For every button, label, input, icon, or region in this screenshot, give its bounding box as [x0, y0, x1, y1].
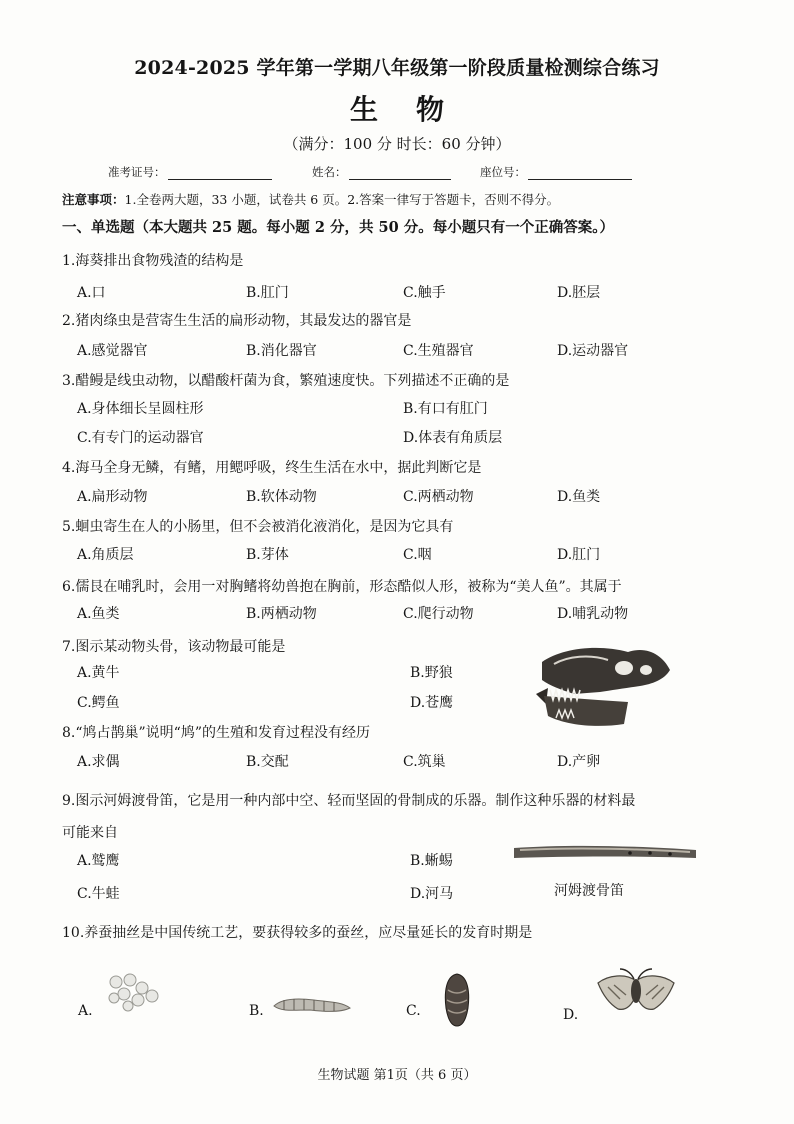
question-1-option-b: B.肛门 [246, 285, 289, 301]
question-6-option-a: A.鱼类 [77, 606, 120, 622]
question-8-option-c: C.筑巢 [403, 754, 446, 770]
question-2-option-d: D.运动器官 [557, 343, 629, 359]
question-5-stem: 5.蛔虫寄生在人的小肠里，但不会被消化液消化，是因为它具有 [62, 519, 454, 535]
question-2-option-a: A.感觉器官 [77, 343, 148, 359]
exam-title: 2024-2025 学年第一学期八年级第一阶段质量检测综合练习 [134, 57, 660, 79]
ticket-number-field [108, 164, 272, 180]
silkworm-image [270, 990, 354, 1016]
question-9-stem: 9.图示河姆渡骨笛，它是用一种内部中空、轻而坚固的骨制成的乐器。制作这种乐器的材料最 [62, 793, 636, 809]
question-7-option-a: A.黄牛 [77, 665, 120, 681]
question-1-option-a: A.口 [77, 285, 106, 301]
question-6-stem: 6.儒艮在哺乳时，会用一对胸鳍将幼兽抱在胸前，形态酷似人形，被称为“美人鱼”。其属于 [62, 579, 622, 595]
question-10-option-c: C. [406, 1003, 421, 1019]
notice-label: 注意事项： [62, 192, 125, 207]
seat-label: 座位号： [480, 165, 526, 179]
question-1-option-d: D.胚层 [557, 285, 601, 301]
question-7-option-c: C.鳄鱼 [77, 695, 120, 711]
question-9-option-c: C.牛蛙 [77, 886, 120, 902]
question-3-stem: 3.醋鳗是线虫动物，以醋酸杆菌为食，繁殖速度快。下列描述不正确的是 [62, 373, 510, 389]
question-10-option-b: B. [249, 1003, 264, 1019]
bone-flute-image [510, 840, 700, 864]
question-9-stem-cont: 可能来自 [62, 825, 118, 841]
skull-image [528, 640, 676, 732]
question-10-option-a: A. [78, 1003, 93, 1019]
question-10-option-d: D. [563, 1007, 579, 1023]
subject-title: 生物 [349, 93, 482, 126]
question-6-option-b: B.两栖动物 [246, 606, 317, 622]
score-info: （满分：100 分 时长：60 分钟） [283, 135, 511, 153]
question-2-option-b: B.消化器官 [246, 343, 317, 359]
question-4-option-c: C.两栖动物 [403, 489, 474, 505]
question-3-option-c: C.有专门的运动器官 [77, 430, 204, 446]
name-blank [349, 167, 451, 180]
question-2-option-c: C.生殖器官 [403, 343, 474, 359]
question-1-stem: 1.海葵排出食物残渣的结构是 [62, 253, 244, 269]
pupa-image [440, 970, 474, 1028]
bone-flute-caption: 河姆渡骨笛 [554, 883, 624, 899]
question-5-option-d: D.肛门 [557, 547, 601, 563]
question-4-option-b: B.软体动物 [246, 489, 317, 505]
question-6-option-c: C.爬行动物 [403, 606, 474, 622]
page-footer: 生物试题 第1页（共 6 页） [317, 1068, 477, 1083]
question-9-option-b: B.蜥蜴 [410, 853, 453, 869]
question-4-option-d: D.鱼类 [557, 489, 601, 505]
question-4-stem: 4.海马全身无鳞，有鳍，用鳃呼吸，终生生活在水中，据此判断它是 [62, 460, 482, 476]
question-8-stem: 8.“鸠占鹊巢”说明“鸠”的生殖和发育过程没有经历 [62, 725, 370, 741]
name-label: 姓名： [312, 165, 347, 179]
question-1-option-c: C.触手 [403, 285, 446, 301]
question-10-stem: 10.养蚕抽丝是中国传统工艺，要获得较多的蚕丝，应尽量延长的发育时期是 [62, 925, 533, 941]
ticket-number-blank [168, 167, 272, 180]
seat-field [480, 164, 632, 180]
ticket-number-label: 准考证号： [108, 165, 166, 179]
question-6-option-d: D.哺乳动物 [557, 606, 629, 622]
silkmoth-image [590, 965, 682, 1021]
question-5-option-b: B.芽体 [246, 547, 289, 563]
question-9-option-d: D.河马 [410, 886, 454, 902]
seat-blank [528, 167, 632, 180]
question-8-option-b: B.交配 [246, 754, 289, 770]
question-2-stem: 2.猪肉绦虫是营寄生生活的扁形动物，其最发达的器官是 [62, 313, 412, 329]
section-title: 一、单选题（本大题共 25 题。每小题 2 分，共 50 分。每小题只有一个正确答案。） [62, 219, 614, 236]
question-7-option-b: B.野狼 [410, 665, 453, 681]
question-8-option-a: A.求偶 [77, 754, 120, 770]
notice-text: 1.全卷两大题，33 小题，试卷共 6 页。2.答案一律写于答题卡，否则不得分。 [124, 192, 560, 207]
question-3-option-a: A.身体细长呈圆柱形 [77, 401, 204, 417]
notice [62, 190, 559, 208]
question-9-option-a: A.鹫鹰 [77, 853, 120, 869]
question-5-option-a: A.角质层 [77, 547, 134, 563]
question-7-stem: 7.图示某动物头骨，该动物最可能是 [62, 639, 286, 655]
question-4-option-a: A.扁形动物 [77, 489, 148, 505]
eggs-image [104, 972, 168, 1014]
question-3-option-d: D.体表有角质层 [403, 430, 503, 446]
question-8-option-d: D.产卵 [557, 754, 601, 770]
question-7-option-d: D.苍鹰 [410, 695, 454, 711]
question-5-option-c: C.咽 [403, 547, 432, 563]
question-3-option-b: B.有口有肛门 [403, 401, 488, 417]
name-field [312, 164, 451, 180]
